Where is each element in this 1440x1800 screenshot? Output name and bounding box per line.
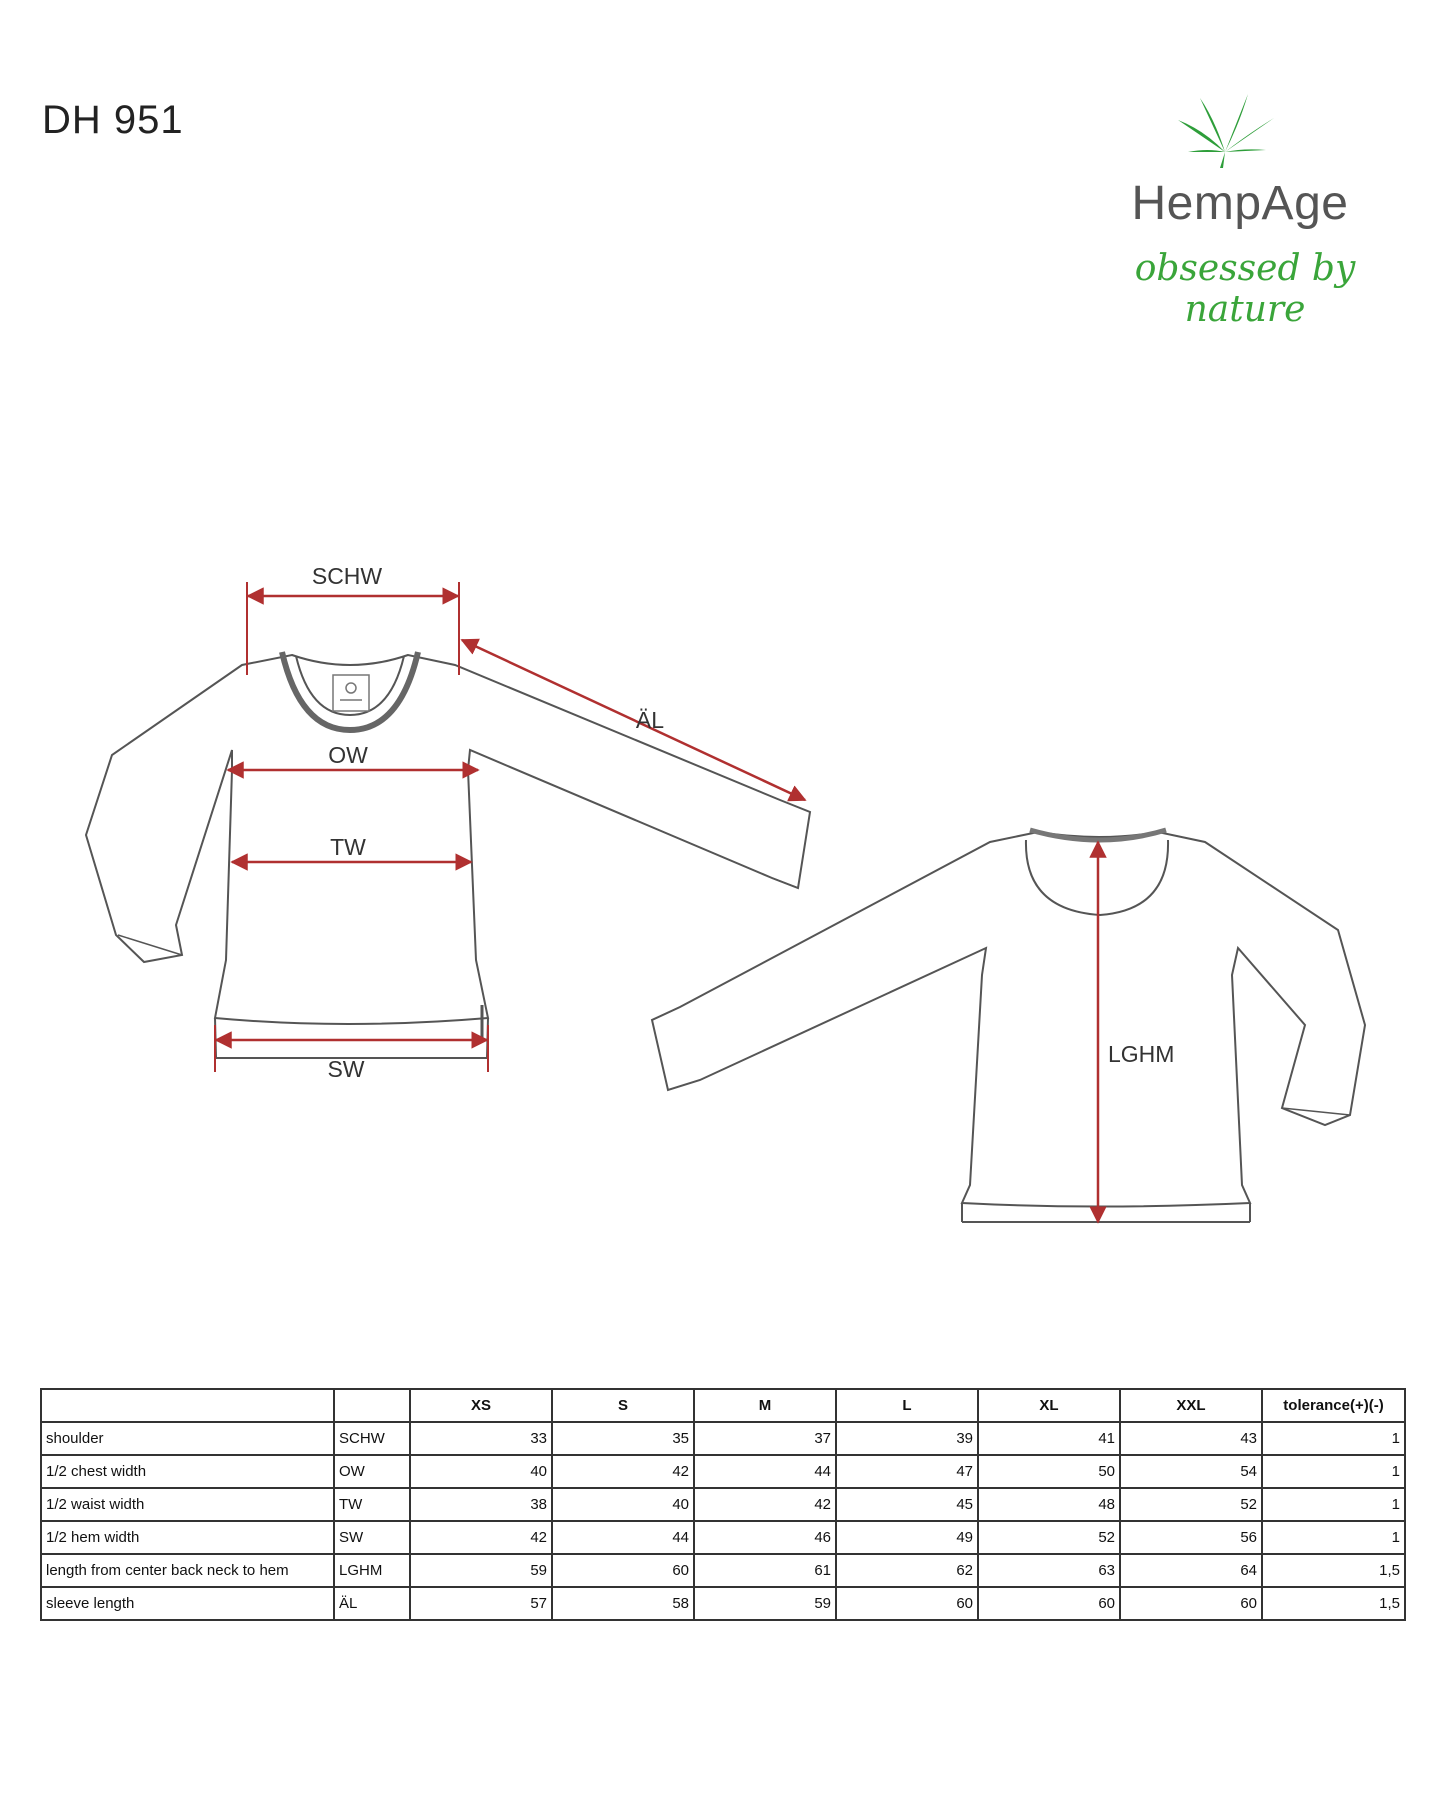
header-cell: XL [978, 1389, 1120, 1422]
size-value: 49 [836, 1521, 978, 1554]
table-row [41, 1488, 1405, 1521]
tolerance-value: 1 [1262, 1455, 1405, 1488]
size-value: 42 [694, 1488, 836, 1521]
measure-code: OW [334, 1455, 410, 1488]
size-value: 64 [1120, 1554, 1262, 1587]
header-cell: L [836, 1389, 978, 1422]
size-value: 52 [1120, 1488, 1262, 1521]
waist-label: TW [330, 834, 366, 860]
size-value: 41 [978, 1422, 1120, 1455]
header-cell: S [552, 1389, 694, 1422]
measure-name: sleeve length [41, 1587, 334, 1620]
front-shirt [86, 652, 810, 1058]
size-value: 44 [694, 1455, 836, 1488]
measure-code: TW [334, 1488, 410, 1521]
size-value: 47 [836, 1455, 978, 1488]
table-row [41, 1554, 1405, 1587]
length-label: LGHM [1108, 1041, 1175, 1067]
hem-label: SW [327, 1056, 365, 1082]
size-table-container [40, 1388, 1404, 1621]
header-cell: M [694, 1389, 836, 1422]
tolerance-value: 1 [1262, 1422, 1405, 1455]
measure-code: ÄL [334, 1587, 410, 1620]
size-value: 62 [836, 1554, 978, 1587]
size-value: 37 [694, 1422, 836, 1455]
brand-name: HempAge [1131, 177, 1349, 230]
size-value: 44 [552, 1521, 694, 1554]
measure-code: LGHM [334, 1554, 410, 1587]
size-value: 42 [410, 1521, 552, 1554]
size-value: 56 [1120, 1521, 1262, 1554]
measure-name: length from center back neck to hem [41, 1554, 334, 1587]
size-value: 52 [978, 1521, 1120, 1554]
sleeve-label: ÄL [635, 707, 665, 733]
header-cell: XXL [1120, 1389, 1262, 1422]
table-row [41, 1455, 1405, 1488]
measure-code: SW [334, 1521, 410, 1554]
size-value: 59 [694, 1587, 836, 1620]
back-shirt [652, 830, 1365, 1222]
size-value: 46 [694, 1521, 836, 1554]
size-value: 61 [694, 1554, 836, 1587]
tolerance-value: 1,5 [1262, 1587, 1405, 1620]
tolerance-value: 1 [1262, 1521, 1405, 1554]
size-value: 60 [1120, 1587, 1262, 1620]
size-value: 48 [978, 1488, 1120, 1521]
care-label-icon [333, 675, 369, 711]
front-measurements [215, 582, 805, 1072]
table-row [41, 1521, 1405, 1554]
size-value: 57 [410, 1587, 552, 1620]
size-value: 40 [552, 1488, 694, 1521]
chest-label: OW [328, 742, 368, 768]
size-value: 40 [410, 1455, 552, 1488]
header-cell [334, 1389, 410, 1422]
size-value: 63 [978, 1554, 1120, 1587]
table-header-row [41, 1389, 1405, 1422]
shoulder-label: SCHW [311, 563, 383, 589]
size-value: 33 [410, 1422, 552, 1455]
tolerance-value: 1 [1262, 1488, 1405, 1521]
measure-name: 1/2 waist width [41, 1488, 334, 1521]
measure-name: 1/2 chest width [41, 1455, 334, 1488]
tolerance-value: 1,5 [1262, 1554, 1405, 1587]
table-row [41, 1587, 1405, 1620]
size-value: 60 [836, 1587, 978, 1620]
model-code: DH 951 [42, 98, 184, 142]
measure-name: 1/2 hem width [41, 1521, 334, 1554]
measure-code: SCHW [334, 1422, 410, 1455]
table-row [41, 1422, 1405, 1455]
measure-name: shoulder [41, 1422, 334, 1455]
size-value: 39 [836, 1422, 978, 1455]
size-value: 58 [552, 1587, 694, 1620]
size-value: 35 [552, 1422, 694, 1455]
size-value: 43 [1120, 1422, 1262, 1455]
size-value: 45 [836, 1488, 978, 1521]
size-value: 59 [410, 1554, 552, 1587]
size-value: 60 [552, 1554, 694, 1587]
size-value: 42 [552, 1455, 694, 1488]
size-value: 38 [410, 1488, 552, 1521]
header-cell: XS [410, 1389, 552, 1422]
size-table [40, 1388, 1406, 1621]
size-value: 50 [978, 1455, 1120, 1488]
size-value: 54 [1120, 1455, 1262, 1488]
size-value: 60 [978, 1587, 1120, 1620]
header-cell: tolerance(+)(-) [1262, 1389, 1405, 1422]
brand-tagline: obsessed by nature [1134, 248, 1356, 330]
header-cell [41, 1389, 334, 1422]
